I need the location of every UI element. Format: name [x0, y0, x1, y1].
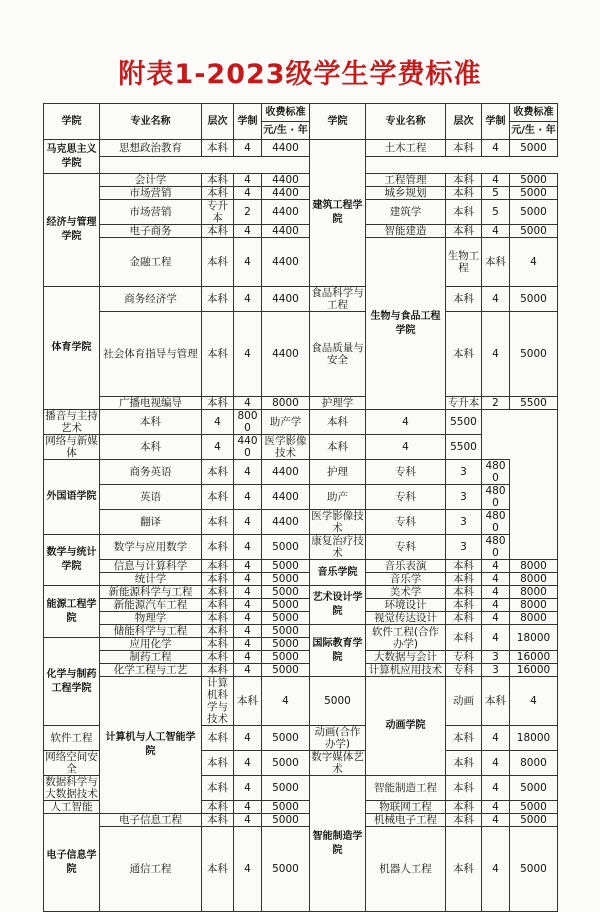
- years-value: 4: [482, 776, 510, 801]
- level-value: 本科: [202, 814, 234, 827]
- table-row: [44, 485, 558, 510]
- fee-value: 4400: [262, 225, 310, 238]
- level-value: 本科: [446, 573, 482, 586]
- years-value: 4: [234, 397, 262, 410]
- fee-value: 4400: [262, 510, 310, 535]
- fee-value: 8000: [510, 573, 558, 586]
- level-value: 本科: [202, 599, 234, 612]
- table-row: [44, 535, 558, 560]
- major-name: 生物工程: [446, 238, 482, 287]
- level-value: 本科: [446, 174, 482, 187]
- level-value: 本科: [202, 801, 234, 814]
- fee-value: 4800: [482, 535, 510, 560]
- level-value: 本科: [202, 312, 234, 397]
- level-value: 本科: [202, 638, 234, 651]
- level-value: 本科: [202, 485, 234, 510]
- level-value: 本科: [310, 410, 366, 435]
- table-row: [44, 157, 558, 174]
- table-row: [44, 814, 558, 827]
- level-value: 本科: [482, 677, 510, 726]
- fee-value: 16000: [510, 651, 558, 664]
- table-row: [44, 651, 558, 664]
- years-value: 5: [482, 187, 510, 200]
- table-row: [44, 174, 558, 187]
- college-name: 动画学院: [366, 677, 446, 776]
- years-value: 2: [234, 200, 262, 225]
- header-major: 专业名称: [100, 104, 202, 140]
- header-fee: 收费标准: [262, 104, 310, 122]
- level-value: 本科: [202, 535, 234, 560]
- years-value: 4: [234, 801, 262, 814]
- college-name: 能源工程学院: [44, 586, 100, 638]
- years-value: 4: [234, 814, 262, 827]
- fee-value: 5000: [262, 776, 310, 801]
- fee-value: 4400: [262, 200, 310, 225]
- table-row: [44, 560, 558, 573]
- level-value: 本科: [446, 814, 482, 827]
- years-value: 3: [446, 535, 482, 560]
- major-name: 土木工程: [366, 140, 446, 157]
- major-name: 思想政治教育: [100, 140, 202, 157]
- major-name: 护理: [310, 460, 366, 485]
- years-value: 4: [234, 573, 262, 586]
- years-value: 4: [234, 510, 262, 535]
- header-fee-unit: 元/生 · 年: [262, 122, 310, 140]
- major-name: 音乐学: [366, 573, 446, 586]
- major-name: 英语: [100, 485, 202, 510]
- level-value: 本科: [202, 586, 234, 599]
- level-value: 本科: [202, 751, 234, 776]
- level-value: 本科: [202, 397, 234, 410]
- fee-value: 8000: [510, 560, 558, 573]
- fee-value: 5000: [262, 560, 310, 573]
- level-value: 专升本: [202, 200, 234, 225]
- years-value: 4: [234, 726, 262, 751]
- years-value: 4: [482, 801, 510, 814]
- major-name: 金融工程: [100, 238, 202, 287]
- college-name: 智能制造学院: [310, 776, 366, 912]
- major-name: 计算机应用技术: [366, 664, 446, 677]
- fee-value: 8000: [262, 397, 310, 410]
- fee-value: 5000: [262, 586, 310, 599]
- level-value: 本科: [202, 625, 234, 638]
- years-value: 4: [234, 560, 262, 573]
- fee-value: 18000: [510, 726, 558, 751]
- years-value: 4: [482, 586, 510, 599]
- level-value: 本科: [202, 827, 234, 912]
- college-name: 艺术设计学院: [310, 586, 366, 625]
- major-name: 护理学: [310, 397, 366, 410]
- level-value: 本科: [482, 238, 510, 287]
- level-value: 本科: [446, 801, 482, 814]
- major-name: 网络与新媒体: [45, 435, 98, 459]
- years-value: 4: [202, 435, 234, 460]
- level-value: 专升本: [446, 397, 482, 410]
- major-name: 建筑学: [366, 200, 446, 225]
- major-name: 市场营销: [100, 187, 202, 200]
- fee-value: 5000: [262, 726, 310, 751]
- fee-value: 5000: [510, 200, 558, 225]
- years-value: 4: [234, 586, 262, 599]
- major-name: 软件工程(合作办学): [366, 625, 446, 651]
- major-name: 电子商务: [100, 225, 202, 238]
- years-value: 4: [234, 827, 262, 912]
- major-name: 视觉传达设计: [366, 612, 446, 625]
- fee-value: 5000: [262, 801, 310, 814]
- table-row: [44, 460, 558, 485]
- header-level: 层次: [446, 104, 482, 140]
- level-value: 本科: [202, 726, 234, 751]
- table-row: [44, 312, 558, 336]
- level-value: 本科: [202, 238, 234, 287]
- major-name: 助产学: [262, 410, 310, 435]
- major-name: 美术学: [366, 586, 446, 599]
- header-years: 学制: [234, 104, 262, 140]
- major-name: 会计学: [100, 174, 202, 187]
- years-value: 3: [446, 460, 482, 485]
- fee-value: 5000: [510, 312, 558, 397]
- level-value: 本科: [202, 510, 234, 535]
- major-name: 储能科学与工程: [100, 625, 202, 638]
- header-college: 学院: [44, 104, 100, 140]
- major-name: 机械电子工程: [366, 814, 446, 827]
- table-row: [44, 225, 558, 238]
- years-value: 4: [234, 776, 262, 801]
- years-value: 4: [234, 664, 262, 677]
- major-name: 医学影像技术: [311, 510, 364, 534]
- major-name: 市场营销: [100, 200, 202, 225]
- fee-value: 4400: [262, 140, 310, 157]
- fee-value: 5000: [262, 625, 310, 638]
- major-name: 环境设计: [366, 599, 446, 612]
- college-name: 数学与统计学院: [44, 535, 100, 586]
- level-value: 本科: [446, 776, 482, 801]
- level-value: 本科: [446, 225, 482, 238]
- years-value: 5: [482, 200, 510, 225]
- major-name: 制药工程: [100, 651, 202, 664]
- fee-value: 5500: [446, 435, 482, 460]
- table-row: [44, 435, 558, 460]
- fee-value: 5000: [262, 599, 310, 612]
- years-value: 4: [482, 612, 510, 625]
- header-college: 学院: [310, 104, 366, 140]
- fee-value: 8000: [510, 586, 558, 599]
- years-value: 4: [262, 677, 310, 726]
- major-name: 信息与计算科学: [100, 560, 202, 573]
- level-value: 本科: [446, 612, 482, 625]
- table-row: [44, 677, 558, 726]
- level-value: 本科: [446, 312, 482, 397]
- major-name: 应用化学: [100, 638, 202, 651]
- level-value: 本科: [446, 287, 482, 312]
- page-title: 附表1-2023级学生学费标准: [118, 59, 482, 90]
- table-row: [44, 510, 558, 535]
- fee-value: 5000: [510, 801, 558, 814]
- level-value: 本科: [202, 664, 234, 677]
- years-value: 3: [446, 510, 482, 535]
- college-name: 生物与食品工程学院: [366, 238, 446, 410]
- college-name: 外国语学院: [44, 460, 100, 535]
- level-value: 本科: [446, 751, 482, 776]
- years-value: 4: [234, 225, 262, 238]
- level-value: 本科: [446, 599, 482, 612]
- fee-value: 16000: [510, 664, 558, 677]
- major-name: 助产: [310, 485, 366, 510]
- table-row: [44, 599, 558, 612]
- level-value: 本科: [446, 140, 482, 157]
- table-row: [44, 238, 558, 287]
- header-row: [44, 104, 558, 122]
- level-value: 本科: [310, 435, 366, 460]
- college-name: 计算机与人工智能学院: [100, 677, 202, 814]
- level-value: 本科: [202, 560, 234, 573]
- major-name: 商务英语: [100, 460, 202, 485]
- years-value: 4: [482, 174, 510, 187]
- fee-value: 4800: [482, 485, 510, 510]
- major-name: 智能制造工程: [366, 776, 446, 801]
- years-value: 4: [482, 140, 510, 157]
- years-value: 4: [234, 238, 262, 287]
- college-name: 化学与制药工程学院: [44, 638, 100, 726]
- major-name: 社会体育指导与管理: [100, 312, 202, 397]
- years-value: 4: [234, 460, 262, 485]
- fee-value: 4800: [482, 510, 510, 535]
- major-name: 新能源汽车工程: [100, 599, 202, 612]
- fee-value: 5000: [262, 651, 310, 664]
- years-value: 4: [234, 535, 262, 560]
- years-value: 4: [234, 638, 262, 651]
- level-value: 本科: [202, 174, 234, 187]
- college-name: 建筑工程学院: [310, 140, 366, 287]
- college-name: 音乐学院: [310, 560, 366, 586]
- level-value: 专科: [366, 460, 446, 485]
- major-name: 通信工程: [100, 827, 202, 912]
- fee-value: 5000: [510, 827, 558, 912]
- major-name: 康复治疗技术: [311, 535, 364, 559]
- years-value: 4: [234, 625, 262, 638]
- level-value: 专科: [366, 485, 446, 510]
- years-value: 4: [482, 599, 510, 612]
- years-value: 3: [446, 485, 482, 510]
- major-name: 音乐表演: [366, 560, 446, 573]
- major-name: 商务经济学: [100, 287, 202, 312]
- major-name: 电子信息工程: [100, 814, 202, 827]
- years-value: 4: [234, 751, 262, 776]
- major-name: 化学工程与工艺: [100, 664, 202, 677]
- years-value: 4: [482, 625, 510, 651]
- college-name: 体育学院: [44, 287, 100, 410]
- fee-value: 4400: [262, 287, 310, 312]
- tuition-table: [43, 103, 558, 912]
- major-name: 城乡规划: [366, 187, 446, 200]
- major-name: 播音与主持艺术: [45, 410, 98, 434]
- fee-value: 8000: [234, 410, 262, 435]
- fee-value: 4400: [262, 238, 310, 287]
- level-value: 本科: [202, 460, 234, 485]
- major-name: 网络空间安全: [45, 751, 98, 775]
- fee-value: 5000: [262, 535, 310, 560]
- header-major: 专业名称: [366, 104, 446, 140]
- college-name: 国际教育学院: [310, 625, 366, 677]
- table-row: [44, 573, 558, 586]
- years-value: 4: [482, 751, 510, 776]
- college-name: 马克思主义学院: [44, 140, 100, 174]
- years-value: 4: [482, 726, 510, 751]
- fee-value: 5000: [510, 187, 558, 200]
- years-value: 4: [482, 225, 510, 238]
- header-fee-unit: 元/生 · 年: [510, 122, 558, 140]
- years-value: 4: [234, 312, 262, 397]
- level-value: 本科: [234, 677, 262, 726]
- years-value: 4: [482, 560, 510, 573]
- major-name: 物理学: [100, 612, 202, 625]
- fee-value: 5000: [262, 827, 310, 912]
- years-value: 2: [482, 397, 510, 410]
- years-value: 3: [482, 651, 510, 664]
- level-value: 本科: [202, 225, 234, 238]
- fee-value: 5000: [262, 664, 310, 677]
- table-row: [44, 200, 558, 225]
- major-name: 软件工程: [44, 726, 100, 751]
- fee-value: 4400: [262, 460, 310, 485]
- fee-value: 5000: [262, 751, 310, 776]
- fee-value: 8000: [510, 599, 558, 612]
- major-name: 翻译: [100, 510, 202, 535]
- level-value: 本科: [202, 651, 234, 664]
- fee-value: 5000: [310, 677, 366, 726]
- table-body: [44, 104, 558, 912]
- years-value: 4: [234, 287, 262, 312]
- major-name: 大数据与会计: [366, 651, 446, 664]
- years-value: 4: [234, 174, 262, 187]
- major-name: 统计学: [100, 573, 202, 586]
- level-value: 本科: [202, 612, 234, 625]
- level-value: 专科: [446, 651, 482, 664]
- header-fee: 收费标准: [510, 104, 558, 122]
- fee-value: 4400: [234, 435, 262, 460]
- level-value: 本科: [202, 776, 234, 801]
- major-name: 新能源科学与工程: [100, 586, 202, 599]
- major-name: 数学与应用数学: [100, 535, 202, 560]
- fee-value: 5000: [262, 612, 310, 625]
- fee-value: 5000: [510, 225, 558, 238]
- table-row: [44, 586, 558, 599]
- level-value: 本科: [100, 410, 202, 435]
- years-value: 4: [234, 612, 262, 625]
- level-value: 本科: [202, 187, 234, 200]
- major-name: 动画: [446, 677, 482, 726]
- college-name: 经济与管理学院: [44, 174, 100, 287]
- header-years: 学制: [482, 104, 510, 140]
- level-value: 专科: [366, 510, 446, 535]
- fee-value: 5000: [262, 638, 310, 651]
- fee-value: 5000: [510, 140, 558, 157]
- major-name: 计算机科学与技术: [202, 677, 234, 726]
- level-value: 本科: [202, 287, 234, 312]
- years-value: 4: [510, 238, 558, 287]
- years-value: 4: [482, 312, 510, 397]
- major-name: 食品科学与工程: [311, 287, 364, 311]
- table-row: [44, 187, 558, 200]
- years-value: 4: [234, 187, 262, 200]
- major-name: 医学影像技术: [262, 435, 310, 460]
- years-value: 4: [366, 410, 446, 435]
- major-name: 物联网工程: [366, 801, 446, 814]
- fee-value: 4400: [262, 174, 310, 187]
- fee-value: 18000: [510, 625, 558, 651]
- level-value: 本科: [446, 560, 482, 573]
- fee-value: 8000: [510, 612, 558, 625]
- table-row: [44, 625, 558, 638]
- major-name: 数据科学与大数据技术: [45, 776, 98, 800]
- years-value: 4: [366, 435, 446, 460]
- years-value: 4: [234, 140, 262, 157]
- fee-value: 5000: [510, 174, 558, 187]
- years-value: 4: [482, 814, 510, 827]
- college-name: 电子信息学院: [44, 814, 100, 912]
- fee-value: 4800: [482, 460, 510, 485]
- fee-value: 4400: [262, 312, 310, 397]
- fee-value: 5000: [510, 287, 558, 312]
- table-row: [44, 664, 558, 677]
- major-name: 动画(合作办学): [310, 726, 366, 751]
- table-row: [44, 397, 558, 410]
- years-value: 4: [202, 410, 234, 435]
- level-value: 本科: [446, 827, 482, 912]
- fee-value: 4400: [262, 485, 310, 510]
- level-value: 本科: [446, 586, 482, 599]
- fee-value: 5500: [446, 410, 482, 435]
- table-row: [44, 410, 558, 435]
- level-value: 本科: [100, 435, 202, 460]
- fee-value: 8000: [510, 751, 558, 776]
- major-name: 机器人工程: [366, 827, 446, 912]
- level-value: 本科: [202, 573, 234, 586]
- major-name: 食品质量与安全: [310, 312, 366, 397]
- level-value: 本科: [446, 200, 482, 225]
- table-row: [44, 612, 558, 625]
- major-name: 工程管理: [366, 174, 446, 187]
- years-value: 4: [482, 287, 510, 312]
- years-value: 3: [482, 664, 510, 677]
- fee-value: 5000: [510, 776, 558, 801]
- level-value: 本科: [446, 726, 482, 751]
- level-value: 本科: [446, 625, 482, 651]
- header-level: 层次: [202, 104, 234, 140]
- level-value: 本科: [202, 140, 234, 157]
- table-row: [44, 140, 558, 157]
- fee-value: 5000: [262, 814, 310, 827]
- level-value: 专科: [366, 535, 446, 560]
- years-value: 4: [510, 677, 558, 726]
- fee-value: 5000: [510, 814, 558, 827]
- major-name: 数字媒体艺术: [311, 751, 364, 775]
- years-value: 4: [482, 827, 510, 912]
- fee-value: 5000: [262, 573, 310, 586]
- fee-value: 5500: [510, 397, 558, 410]
- years-value: 4: [234, 651, 262, 664]
- years-value: 4: [234, 599, 262, 612]
- major-name: 智能建造: [366, 225, 446, 238]
- years-value: 4: [234, 485, 262, 510]
- level-value: 本科: [446, 187, 482, 200]
- major-name: 人工智能: [44, 801, 100, 814]
- level-value: 专科: [446, 664, 482, 677]
- fee-value: 4400: [262, 187, 310, 200]
- major-name: 广播电视编导: [100, 397, 202, 410]
- years-value: 4: [482, 573, 510, 586]
